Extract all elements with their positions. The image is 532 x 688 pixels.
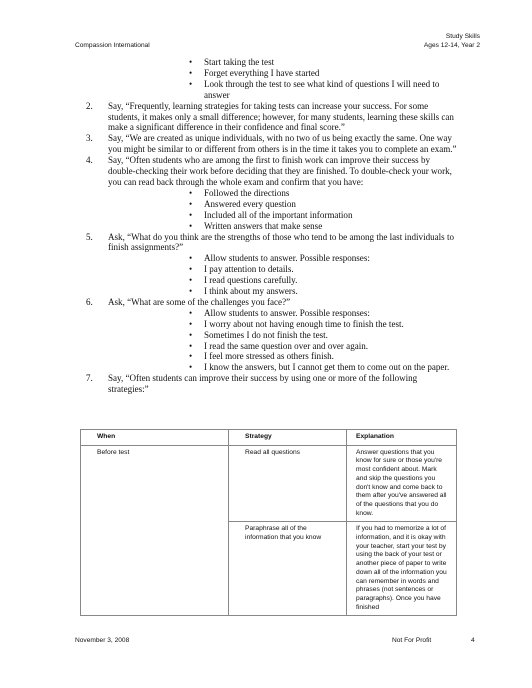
column-header-when: When — [81, 430, 229, 446]
step-2 — [86, 101, 458, 134]
footer-date: November 3, 2008 — [75, 637, 130, 644]
table-row — [81, 445, 457, 522]
bullet-list-step-5 — [86, 253, 458, 297]
step-text: Ask, “What are some of the challenges you face?” — [108, 296, 291, 307]
step-3 — [86, 133, 458, 155]
step-number: 2. — [86, 100, 93, 111]
step-number: 6. — [86, 296, 93, 307]
list-item: • Forget everything I have started — [204, 68, 458, 79]
header-organization: Compassion International — [75, 41, 150, 49]
list-item: • I worry about not having enough time to finish the test. — [204, 319, 458, 330]
footer-not-for-profit: Not For Profit — [392, 637, 432, 644]
bullet-list-step-1 — [86, 57, 458, 101]
list-item: • Answered every question — [204, 199, 458, 210]
step-6 — [86, 297, 458, 308]
step-number: 7. — [86, 373, 93, 384]
lesson-body — [86, 57, 458, 395]
list-item: • I feel more stressed as others finish. — [204, 351, 458, 362]
document-header-right — [424, 33, 480, 50]
bullet-list-step-6 — [86, 308, 458, 373]
bullet-list-step-4 — [86, 188, 458, 232]
list-item: • Look through the test to see what kind of questions I will need to answer — [204, 79, 458, 101]
cell-when: Before test — [81, 445, 229, 616]
list-item: • Allow students to answer. Possible responses: — [204, 253, 458, 264]
step-number: 3. — [86, 133, 93, 144]
step-number: 5. — [86, 231, 93, 242]
step-7 — [86, 373, 458, 395]
list-item: • Allow students to answer. Possible responses: — [204, 308, 458, 319]
footer-page-number: 4 — [471, 637, 475, 644]
strategies-table — [80, 429, 457, 616]
list-item: • I think about my answers. — [204, 286, 458, 297]
cell-explanation: If you had to memorize a lot of information, and it is okay with your teacher, start your test by using the back of your test or another piece of paper to write down all of the information you can remember in words and phrases (not sentences or paragraphs). Once you have finished — [347, 522, 457, 616]
list-item: • I read questions carefully. — [204, 275, 458, 286]
step-text: Say, “Often students can improve their success by using one or more of the following strategies:” — [108, 373, 418, 395]
list-item: • I know the answers, but I cannot get them to come out on the paper. — [204, 362, 458, 373]
list-item: • Start taking the test — [204, 57, 458, 68]
header-age-group: Ages 12-14, Year 2 — [423, 41, 480, 49]
list-item: • Sometimes I do not finish the test. — [204, 330, 458, 341]
list-item: • Written answers that make sense — [204, 221, 458, 232]
list-item: • I read the same question over and over again. — [204, 341, 458, 352]
column-header-strategy: Strategy — [229, 430, 347, 446]
step-5 — [86, 232, 458, 254]
header-course-title: Study Skills — [445, 33, 480, 40]
list-item: • Followed the directions — [204, 188, 458, 199]
list-item: • I pay attention to details. — [204, 264, 458, 275]
step-number: 4. — [86, 155, 93, 166]
step-text: Say, “Frequently, learning strategies for taking tests can increase your success. For some students, it makes only a small difference; however, for many students, learning these skills can make a significant difference in their confidence and final score.” — [108, 100, 454, 133]
step-text: Ask, “What do you think are the strengths of those who tend to be among the last individuals to finish assignments?” — [108, 231, 454, 253]
cell-strategy: Paraphrase all of the information that you know — [229, 522, 347, 616]
step-text: Say, “Often students who are among the first to finish work can improve their success by double-checking their work before deciding that they are finished. To double-check your work, you can read back through the whole exam and confirm that you have: — [108, 155, 452, 187]
cell-explanation: Answer questions that you know for sure or those you're most confident about. Mark and skip the questions you don't know and come back to them after you've answered all of the questions that you do know. — [347, 445, 457, 522]
table-header-row — [81, 430, 457, 446]
cell-strategy: Read all questions — [229, 445, 347, 522]
step-text: Say, “We are created as unique individuals, with no two of us being exactly the same. One way you might be similar to or different from others is in the time it takes you to complete an exam.” — [108, 133, 457, 155]
column-header-explanation: Explanation — [347, 430, 457, 446]
list-item: • Included all of the important information — [204, 210, 458, 221]
step-4 — [86, 155, 458, 188]
